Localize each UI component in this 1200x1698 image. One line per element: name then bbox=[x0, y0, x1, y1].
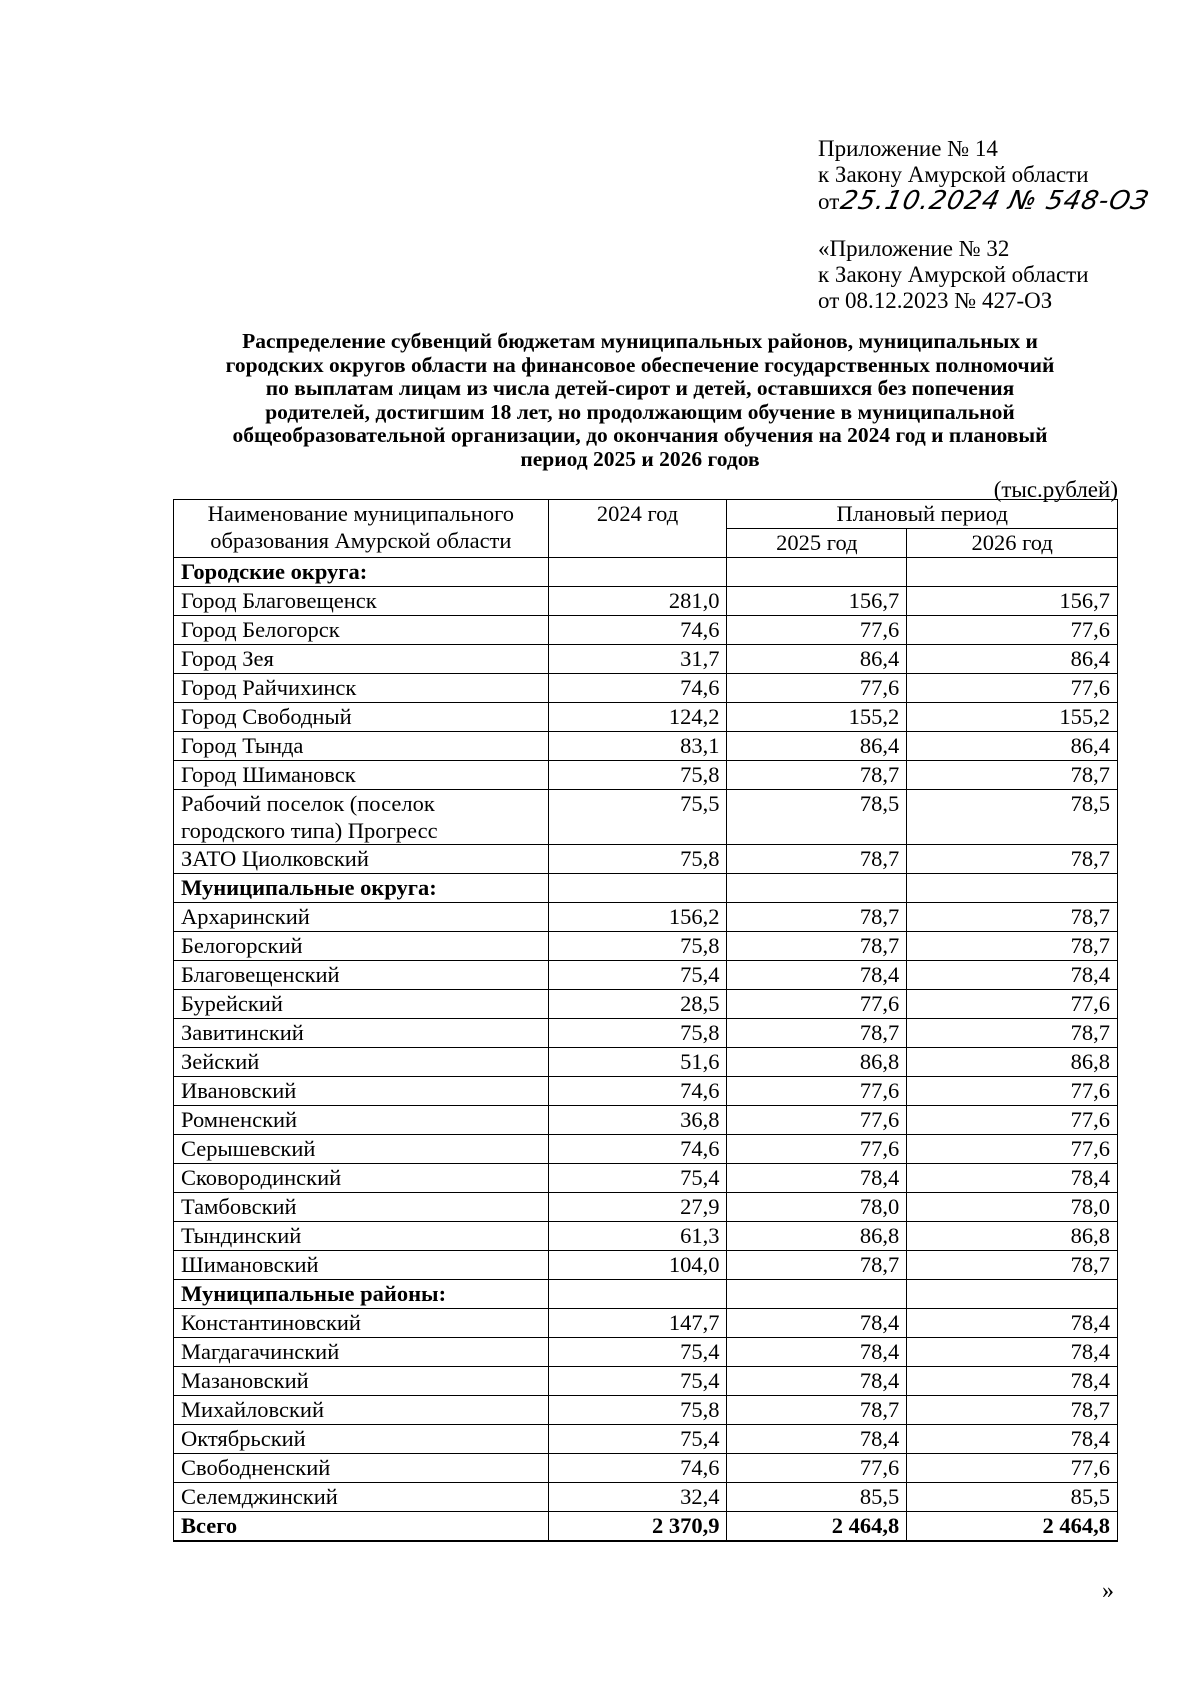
value-2025: 78,4 bbox=[727, 1338, 907, 1367]
municipality-name: Ромненский bbox=[174, 1106, 549, 1135]
value-2025: 86,8 bbox=[727, 1048, 907, 1077]
value-2025: 78,7 bbox=[727, 1019, 907, 1048]
value-2024: 104,0 bbox=[548, 1251, 727, 1280]
total-2025: 2 464,8 bbox=[727, 1512, 907, 1542]
value-2026: 78,4 bbox=[907, 1338, 1118, 1367]
table-row bbox=[174, 1164, 1118, 1193]
table-row bbox=[174, 674, 1118, 703]
table-group-row bbox=[174, 1280, 1118, 1309]
value-2026: 78,4 bbox=[907, 1425, 1118, 1454]
empty-cell bbox=[907, 1280, 1118, 1309]
table-row bbox=[174, 1396, 1118, 1425]
table-total-row bbox=[174, 1512, 1118, 1542]
value-2026: 77,6 bbox=[907, 1135, 1118, 1164]
value-2024: 74,6 bbox=[548, 616, 727, 645]
empty-cell bbox=[548, 558, 727, 587]
table-row bbox=[174, 1251, 1118, 1280]
value-2024: 51,6 bbox=[548, 1048, 727, 1077]
table-group-row bbox=[174, 558, 1118, 587]
table-row bbox=[174, 990, 1118, 1019]
value-2026: 85,5 bbox=[907, 1483, 1118, 1512]
municipality-name: Сковородинский bbox=[174, 1164, 549, 1193]
value-2025: 85,5 bbox=[727, 1483, 907, 1512]
municipality-name: Город Свободный bbox=[174, 703, 549, 732]
group-label: Муниципальные районы: bbox=[174, 1280, 549, 1309]
municipality-name: Белогорский bbox=[174, 932, 549, 961]
municipality-name: Ивановский bbox=[174, 1077, 549, 1106]
value-2024: 74,6 bbox=[548, 1454, 727, 1483]
value-2024: 36,8 bbox=[548, 1106, 727, 1135]
value-2024: 124,2 bbox=[548, 703, 727, 732]
table-header-row bbox=[174, 500, 1118, 529]
value-2026: 78,7 bbox=[907, 932, 1118, 961]
group-label: Муниципальные округа: bbox=[174, 874, 549, 903]
value-2026: 78,7 bbox=[907, 761, 1118, 790]
table-row bbox=[174, 1135, 1118, 1164]
table-row bbox=[174, 732, 1118, 761]
table-row bbox=[174, 1425, 1118, 1454]
value-2024: 156,2 bbox=[548, 903, 727, 932]
empty-cell bbox=[727, 558, 907, 587]
table-row bbox=[174, 703, 1118, 732]
municipality-name: Город Белогорск bbox=[174, 616, 549, 645]
municipality-name: Мазановский bbox=[174, 1367, 549, 1396]
value-2025: 86,8 bbox=[727, 1222, 907, 1251]
municipality-name: Город Зея bbox=[174, 645, 549, 674]
value-2024: 31,7 bbox=[548, 645, 727, 674]
previous-appendix-date: от 08.12.2023 № 427-ОЗ bbox=[818, 288, 1053, 313]
municipality-name: Тындинский bbox=[174, 1222, 549, 1251]
header-2026: 2026 год bbox=[907, 529, 1118, 558]
value-2024: 27,9 bbox=[548, 1193, 727, 1222]
total-2024: 2 370,9 bbox=[548, 1512, 727, 1542]
appendix-law: к Закону Амурской области bbox=[818, 162, 1089, 187]
table-row bbox=[174, 1222, 1118, 1251]
title-line: общеобразовательной организации, до окончания обучения на 2024 год и плановый bbox=[232, 423, 1048, 447]
table-row bbox=[174, 1048, 1118, 1077]
municipality-name: Город Райчихинск bbox=[174, 674, 549, 703]
value-2024: 83,1 bbox=[548, 732, 727, 761]
appendix-block bbox=[818, 136, 1153, 216]
value-2024: 281,0 bbox=[548, 587, 727, 616]
table-row bbox=[174, 1483, 1118, 1512]
value-2026: 78,7 bbox=[907, 845, 1118, 874]
empty-cell bbox=[907, 874, 1118, 903]
value-2024: 74,6 bbox=[548, 1135, 727, 1164]
total-2026: 2 464,8 bbox=[907, 1512, 1118, 1542]
title-line: родителей, достигшим 18 лет, но продолжающим обучение в муниципальной bbox=[265, 399, 1015, 424]
municipality-name: Город Тында bbox=[174, 732, 549, 761]
municipality-name: Бурейский bbox=[174, 990, 549, 1019]
municipality-name: Селемджинский bbox=[174, 1483, 549, 1512]
value-2026: 77,6 bbox=[907, 1077, 1118, 1106]
value-2026: 86,4 bbox=[907, 732, 1118, 761]
value-2024: 28,5 bbox=[548, 990, 727, 1019]
empty-cell bbox=[548, 874, 727, 903]
value-2025: 78,7 bbox=[727, 932, 907, 961]
table-row bbox=[174, 1367, 1118, 1396]
title-line: период 2025 и 2026 годов bbox=[520, 446, 760, 471]
header-2025: 2025 год bbox=[727, 529, 907, 558]
municipality-name: Серышевский bbox=[174, 1135, 549, 1164]
value-2025: 78,4 bbox=[727, 961, 907, 990]
value-2024: 75,8 bbox=[548, 932, 727, 961]
previous-appendix-law: к Закону Амурской области bbox=[818, 262, 1089, 287]
value-2026: 78,7 bbox=[907, 1019, 1118, 1048]
value-2025: 77,6 bbox=[727, 1135, 907, 1164]
municipality-name: Архаринский bbox=[174, 903, 549, 932]
appendix-date-prefix: от bbox=[818, 189, 840, 214]
value-2026: 78,7 bbox=[907, 1396, 1118, 1425]
title-line: городских округов области на финансовое обеспечение государственных полномочий bbox=[225, 352, 1055, 377]
value-2024: 75,4 bbox=[548, 961, 727, 990]
value-2025: 78,7 bbox=[727, 761, 907, 790]
previous-appendix-block bbox=[818, 236, 1089, 314]
header-name: Наименование муниципального образования Амурской области bbox=[174, 500, 549, 558]
municipality-name: Шимановский bbox=[174, 1251, 549, 1280]
value-2024: 75,8 bbox=[548, 761, 727, 790]
value-2026: 78,5 bbox=[907, 790, 1118, 845]
value-2026: 78,0 bbox=[907, 1193, 1118, 1222]
value-2026: 155,2 bbox=[907, 703, 1118, 732]
value-2025: 77,6 bbox=[727, 1454, 907, 1483]
value-2026: 86,4 bbox=[907, 645, 1118, 674]
table-row bbox=[174, 1077, 1118, 1106]
title-line: по выплатам лицам из числа детей-сирот и детей, оставшихся без попечения bbox=[265, 376, 1015, 400]
table-group-row bbox=[174, 874, 1118, 903]
subsidy-table bbox=[173, 499, 1118, 1542]
value-2024: 75,4 bbox=[548, 1338, 727, 1367]
total-label: Всего bbox=[174, 1512, 549, 1542]
table-row bbox=[174, 587, 1118, 616]
value-2024: 74,6 bbox=[548, 1077, 727, 1106]
value-2026: 77,6 bbox=[907, 674, 1118, 703]
municipality-name: Магдагачинский bbox=[174, 1338, 549, 1367]
value-2026: 156,7 bbox=[907, 587, 1118, 616]
municipality-name: Город Благовещенск bbox=[174, 587, 549, 616]
municipality-name: Октябрьский bbox=[174, 1425, 549, 1454]
appendix-number: Приложение № 14 bbox=[818, 136, 998, 161]
value-2026: 77,6 bbox=[907, 990, 1118, 1019]
group-label: Городские округа: bbox=[174, 558, 549, 587]
value-2025: 155,2 bbox=[727, 703, 907, 732]
value-2025: 156,7 bbox=[727, 587, 907, 616]
table-row bbox=[174, 845, 1118, 874]
value-2024: 75,8 bbox=[548, 845, 727, 874]
value-2024: 75,5 bbox=[548, 790, 727, 845]
value-2026: 77,6 bbox=[907, 1106, 1118, 1135]
table-row bbox=[174, 616, 1118, 645]
value-2025: 77,6 bbox=[727, 990, 907, 1019]
value-2026: 78,4 bbox=[907, 961, 1118, 990]
value-2024: 61,3 bbox=[548, 1222, 727, 1251]
units-label: (тыс.рублей) bbox=[993, 477, 1118, 502]
value-2026: 78,7 bbox=[907, 903, 1118, 932]
value-2026: 78,7 bbox=[907, 1251, 1118, 1280]
table-body bbox=[174, 558, 1118, 1542]
value-2025: 78,5 bbox=[727, 790, 907, 845]
value-2026: 77,6 bbox=[907, 1454, 1118, 1483]
empty-cell bbox=[727, 874, 907, 903]
value-2026: 78,4 bbox=[907, 1309, 1118, 1338]
value-2024: 32,4 bbox=[548, 1483, 727, 1512]
value-2024: 147,7 bbox=[548, 1309, 727, 1338]
table-row bbox=[174, 903, 1118, 932]
document-title bbox=[160, 330, 1120, 471]
municipality-name: Завитинский bbox=[174, 1019, 549, 1048]
value-2026: 78,4 bbox=[907, 1164, 1118, 1193]
value-2024: 75,4 bbox=[548, 1367, 727, 1396]
header-planned-period: Плановый период bbox=[727, 500, 1118, 529]
value-2025: 78,4 bbox=[727, 1367, 907, 1396]
value-2024: 75,4 bbox=[548, 1164, 727, 1193]
value-2024: 74,6 bbox=[548, 674, 727, 703]
table-row bbox=[174, 761, 1118, 790]
municipality-name: Тамбовский bbox=[174, 1193, 549, 1222]
table-row bbox=[174, 1338, 1118, 1367]
table-row bbox=[174, 1454, 1118, 1483]
header-2024: 2024 год bbox=[548, 500, 727, 558]
municipality-name: ЗАТО Циолковский bbox=[174, 845, 549, 874]
table-row bbox=[174, 645, 1118, 674]
handwritten-date-number: 25.10.2024 № 548-ОЗ bbox=[838, 186, 1153, 216]
municipality-name: Свободненский bbox=[174, 1454, 549, 1483]
previous-appendix-number: «Приложение № 32 bbox=[818, 236, 1010, 261]
value-2025: 86,4 bbox=[727, 645, 907, 674]
value-2026: 78,4 bbox=[907, 1367, 1118, 1396]
table-row bbox=[174, 932, 1118, 961]
value-2024: 75,8 bbox=[548, 1396, 727, 1425]
table-row bbox=[174, 1309, 1118, 1338]
municipality-name: Благовещенский bbox=[174, 961, 549, 990]
empty-cell bbox=[907, 558, 1118, 587]
table-row bbox=[174, 961, 1118, 990]
table-row bbox=[174, 1019, 1118, 1048]
value-2026: 86,8 bbox=[907, 1222, 1118, 1251]
municipality-name: Зейский bbox=[174, 1048, 549, 1077]
table-row bbox=[174, 790, 1118, 845]
table-row bbox=[174, 1106, 1118, 1135]
value-2025: 86,4 bbox=[727, 732, 907, 761]
municipality-name: Рабочий поселок (поселок городского типа) Прогресс bbox=[174, 790, 549, 845]
value-2025: 78,7 bbox=[727, 1396, 907, 1425]
municipality-name: Город Шимановск bbox=[174, 761, 549, 790]
empty-cell bbox=[548, 1280, 727, 1309]
table-row bbox=[174, 1193, 1118, 1222]
value-2025: 78,7 bbox=[727, 845, 907, 874]
value-2025: 77,6 bbox=[727, 674, 907, 703]
value-2026: 77,6 bbox=[907, 616, 1118, 645]
value-2025: 78,4 bbox=[727, 1425, 907, 1454]
value-2025: 77,6 bbox=[727, 1077, 907, 1106]
municipality-name: Константиновский bbox=[174, 1309, 549, 1338]
empty-cell bbox=[727, 1280, 907, 1309]
value-2024: 75,4 bbox=[548, 1425, 727, 1454]
value-2025: 78,7 bbox=[727, 1251, 907, 1280]
appendix-date-line bbox=[818, 186, 1153, 216]
value-2025: 77,6 bbox=[727, 616, 907, 645]
value-2025: 78,4 bbox=[727, 1164, 907, 1193]
value-2025: 78,4 bbox=[727, 1309, 907, 1338]
value-2026: 86,8 bbox=[907, 1048, 1118, 1077]
value-2025: 77,6 bbox=[727, 1106, 907, 1135]
closing-quote: » bbox=[1102, 1578, 1114, 1604]
value-2025: 78,7 bbox=[727, 903, 907, 932]
value-2025: 78,0 bbox=[727, 1193, 907, 1222]
title-line: Распределение субвенций бюджетам муниципальных районов, муниципальных и bbox=[242, 329, 1038, 353]
value-2024: 75,8 bbox=[548, 1019, 727, 1048]
municipality-name: Михайловский bbox=[174, 1396, 549, 1425]
